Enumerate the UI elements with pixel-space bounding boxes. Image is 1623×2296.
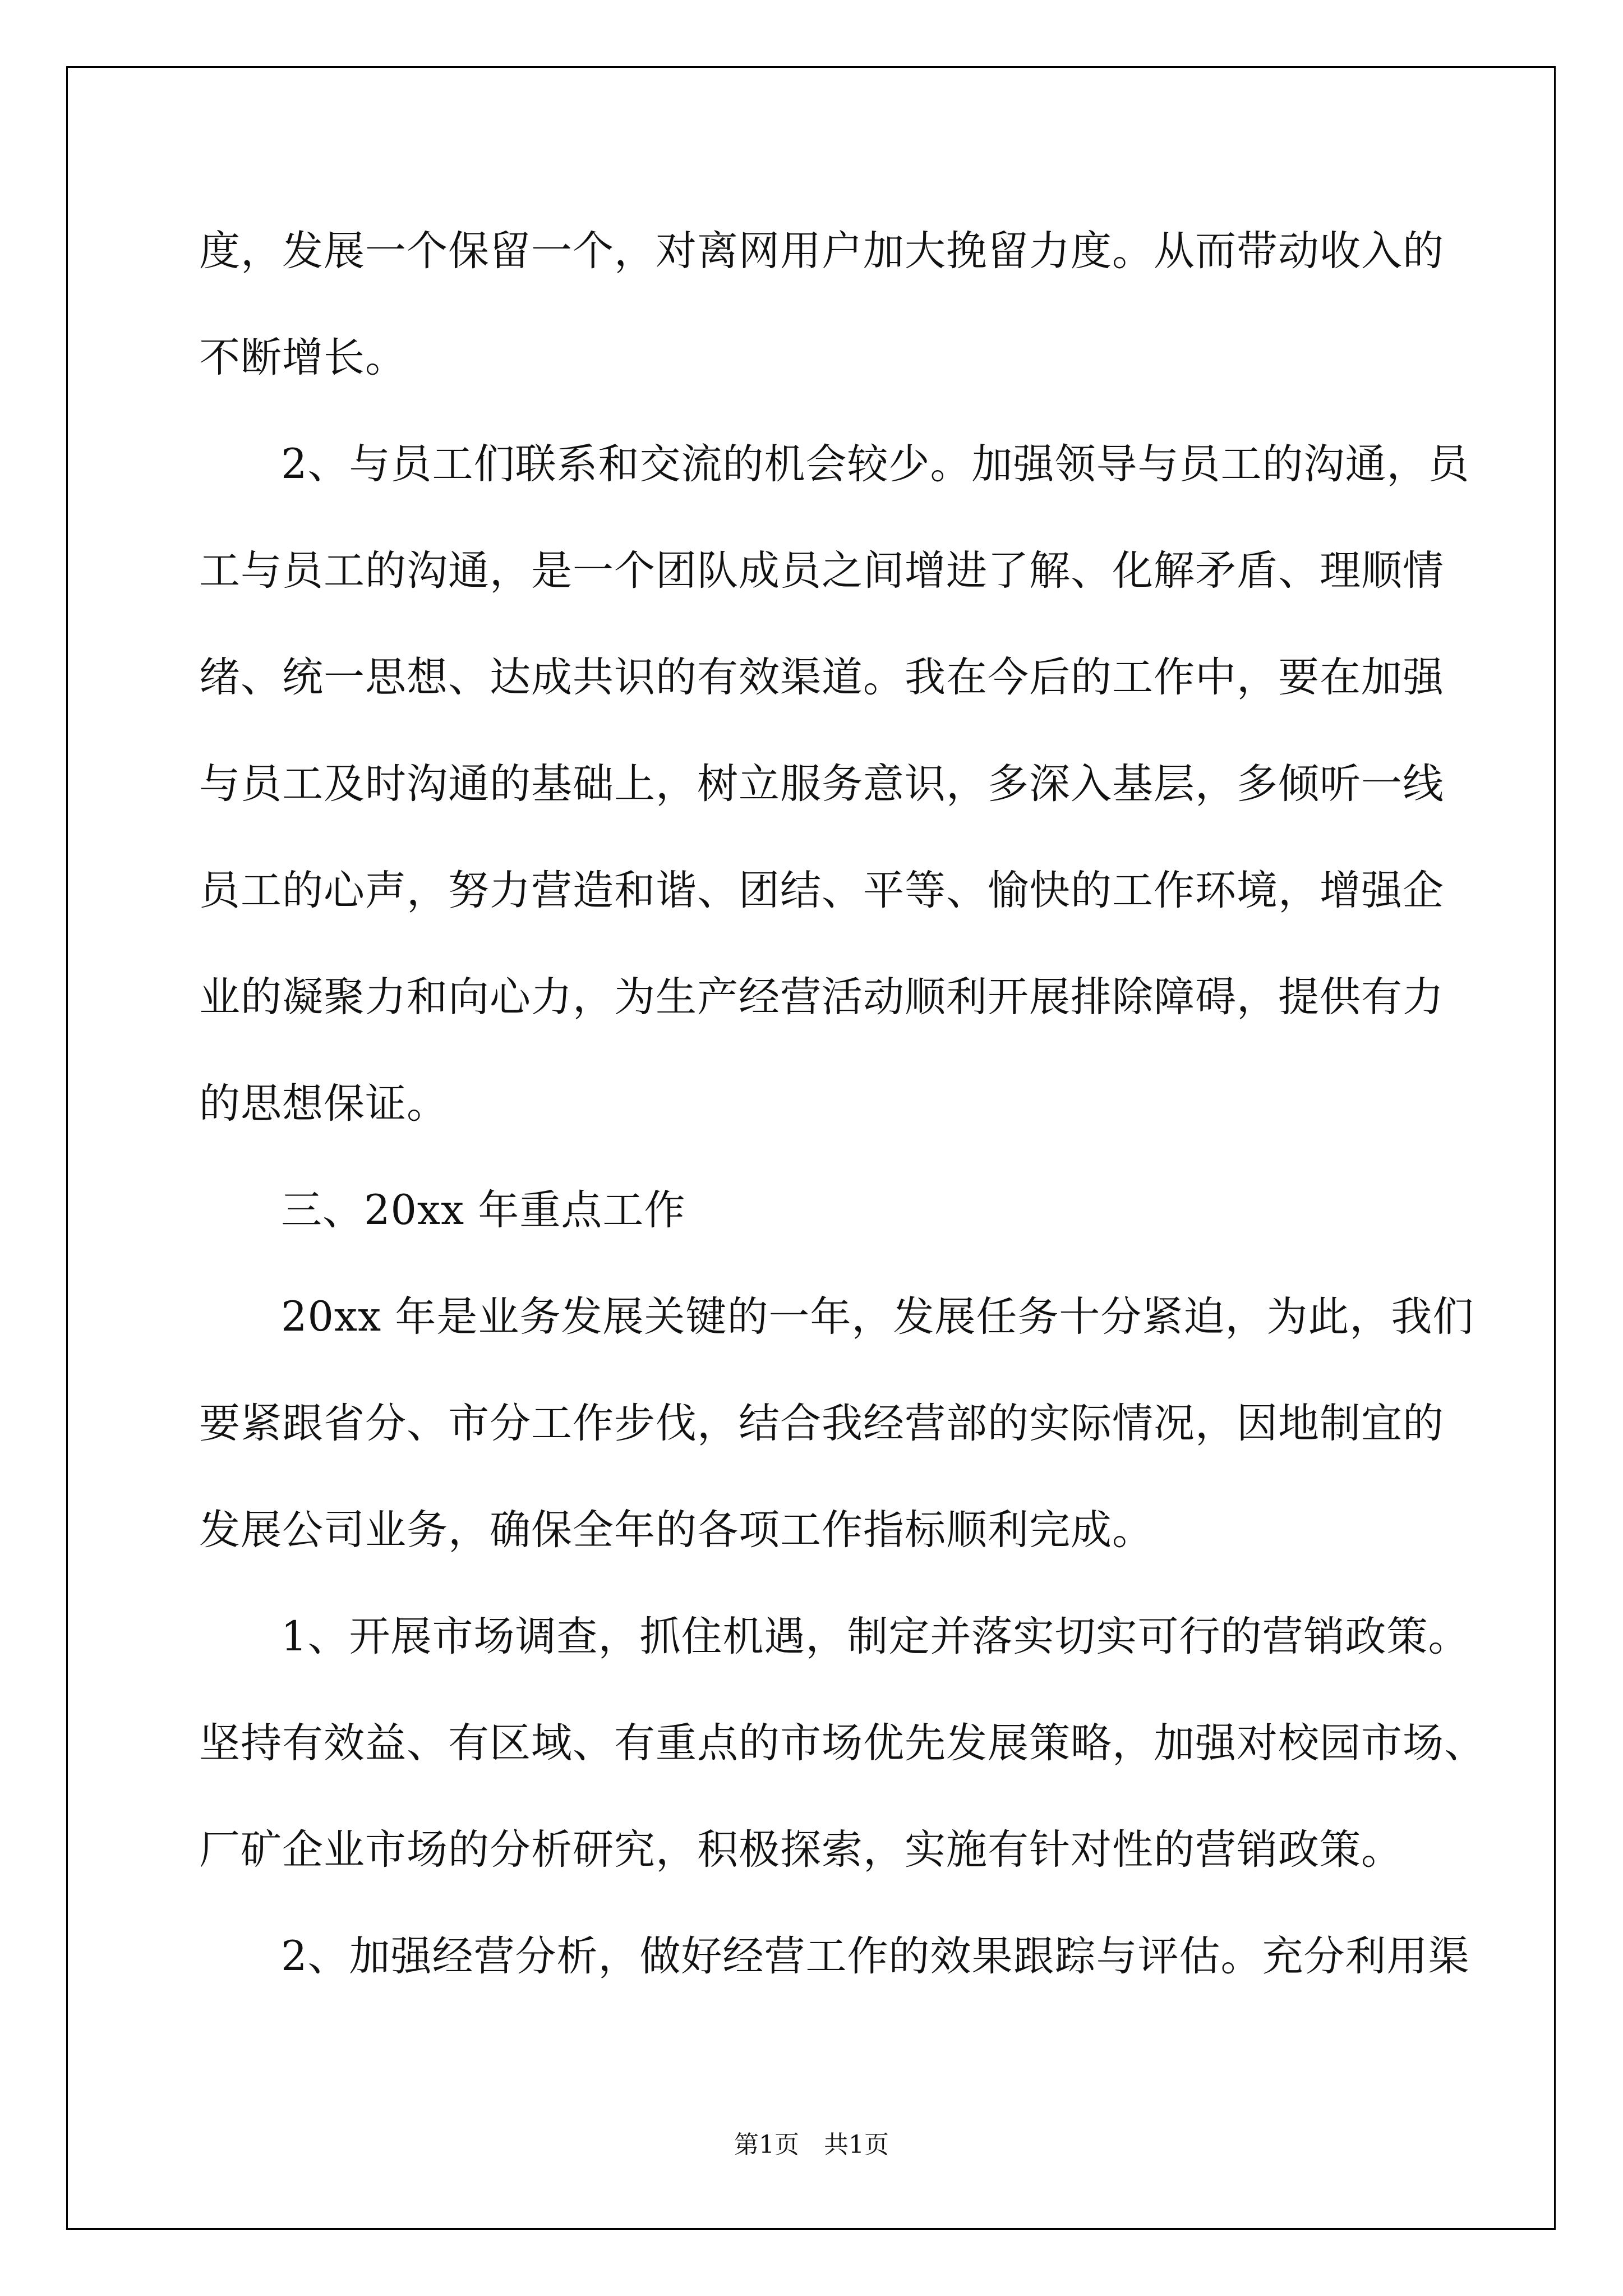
paragraph-line: 20xx 年是业务发展关键的一年，发展任务十分紧迫，为此，我们 [281, 1293, 1474, 1341]
paragraph-line: 绪、统一思想、达成共识的有效渠道。我在今后的工作中，要在加强 [199, 654, 1444, 701]
paragraph-line: 厂矿企业市场的分析研究，积极探索，实施有针对性的营销政策。 [199, 1826, 1403, 1874]
paragraph-line: 2、与员工们联系和交流的机会较少。加强领导与员工的沟通，员 [281, 440, 1470, 488]
paragraph-line: 不断增长。 [199, 334, 407, 381]
paragraph-line: 的思想保证。 [199, 1080, 448, 1128]
paragraph-line: 员工的心声，努力营造和谐、团结、平等、愉快的工作环境，增强企 [199, 867, 1444, 914]
paragraph-line: 要紧跟省分、市分工作步伐，结合我经营部的实际情况，因地制宜的 [199, 1400, 1444, 1447]
paragraph-line: 2、加强经营分析，做好经营工作的效果跟踪与评估。充分利用渠 [281, 1932, 1470, 1980]
paragraph-line: 坚持有效益、有区域、有重点的市场优先发展策略，加强对校园市场、 [199, 1719, 1486, 1767]
paragraph-line: 业的凝聚力和向心力，为生产经营活动顺利开展排除障碍，提供有力 [199, 973, 1444, 1021]
paragraph-line: 工与员工的沟通，是一个团队成员之间增进了解、化解矛盾、理顺情 [199, 547, 1444, 595]
section-heading: 三、20xx 年重点工作 [281, 1186, 686, 1234]
document-body [199, 223, 1486, 2035]
paragraph-line: 发展公司业务，确保全年的各项工作指标顺利完成。 [199, 1506, 1154, 1554]
paragraph-line: 度，发展一个保留一个，对离网用户加大挽留力度。从而带动收入的 [199, 227, 1444, 275]
paragraph-line: 1、开展市场调查，抓住机遇，制定并落实切实可行的营销政策。 [281, 1613, 1470, 1660]
page-footer: 第1页 共1页 [734, 2131, 889, 2159]
paragraph-line: 与员工及时沟通的基础上，树立服务意识，多深入基层，多倾听一线 [199, 760, 1444, 808]
